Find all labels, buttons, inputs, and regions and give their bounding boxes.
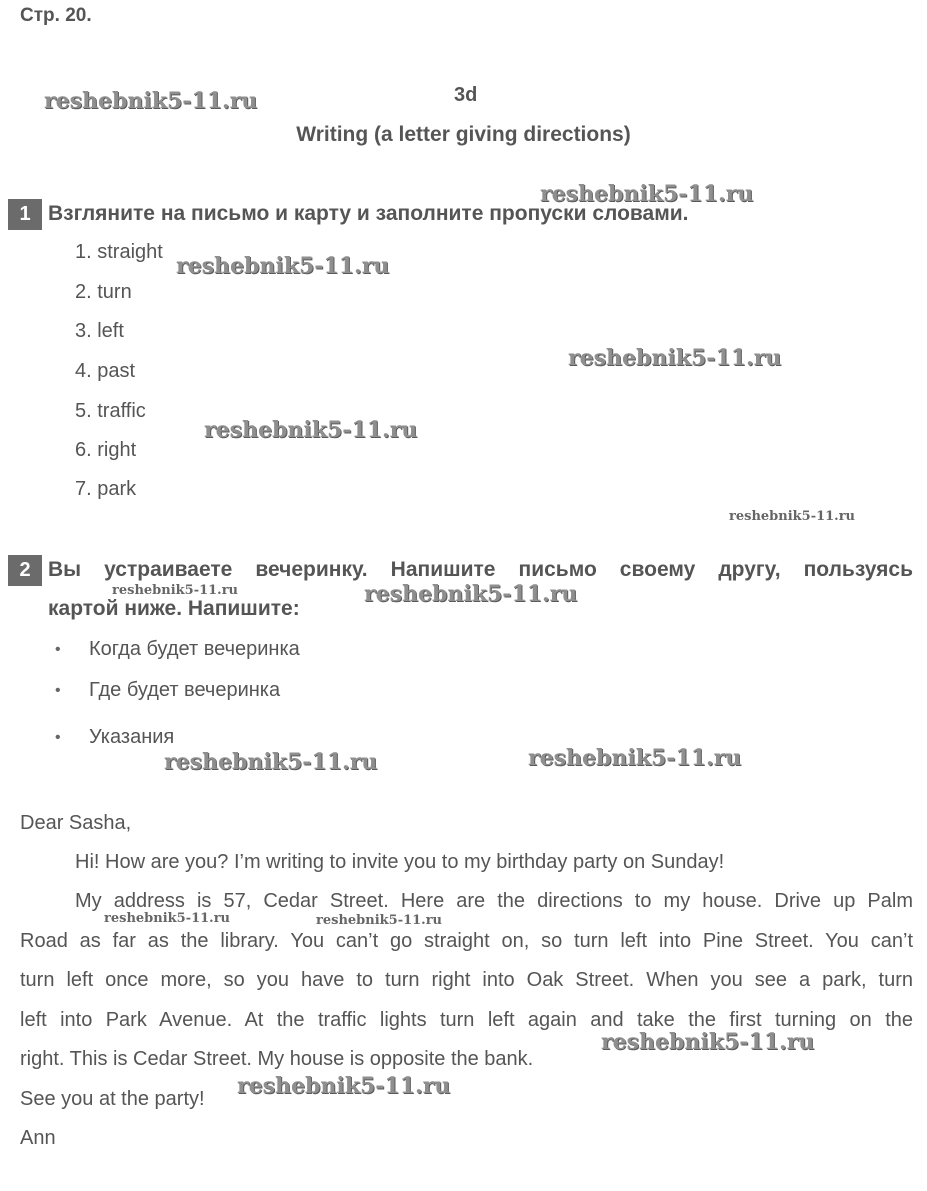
watermark: reshebnik5-11.ru — [44, 88, 258, 114]
watermark: reshebnik5-11.ru — [237, 1073, 451, 1099]
letter-line: My address is 57, Cedar Street. Here are the directions to my house. Drive up Palm — [75, 890, 913, 912]
letter-line: Road as far as the library. You can’t go straight on, so turn left into Pine Street. You can’t — [20, 930, 913, 952]
watermark: reshebnik5-11.ru — [601, 1029, 815, 1055]
letter-closing: See you at the party! — [20, 1088, 205, 1110]
bullet-item: Указания — [89, 726, 175, 748]
answer-item: 2. turn — [75, 281, 132, 303]
unit-code: 3d — [454, 84, 478, 106]
answer-item: 4. past — [75, 360, 136, 382]
bullet-item: Где будет вечеринка — [89, 679, 281, 701]
letter-line: left into Park Avenue. At the traffic lights turn left again and take the first turning on the — [20, 1009, 913, 1031]
section-title: Writing (a letter giving directions) — [296, 123, 631, 146]
exercise-1-instruction: Взгляните на письмо и карту и заполните пропуски словами. — [48, 202, 689, 225]
answer-item: 3. left — [75, 320, 124, 342]
exercise-2-instruction-line-1: Вы устраиваете вечеринку. Напишите письмо своему другу, пользуясь — [48, 558, 913, 581]
answer-item: 7. park — [75, 478, 137, 500]
bullet-item: Когда будет вечеринка — [89, 638, 300, 660]
exercise-2-instruction-line-2: картой ниже. Напишите: — [48, 597, 300, 620]
bullet-icon: • — [55, 682, 61, 699]
watermark: reshebnik5-11.ru — [729, 509, 856, 524]
answer-item: 1. straight — [75, 241, 163, 263]
watermark: reshebnik5-11.ru — [176, 253, 390, 279]
letter-line: right. This is Cedar Street. My house is opposite the bank. — [20, 1048, 534, 1070]
watermark: reshebnik5-11.ru — [568, 345, 782, 371]
letter-line: turn left once more, so you have to turn right into Oak Street. When you see a park, turn — [20, 969, 913, 991]
bullet-icon: • — [55, 641, 61, 658]
answer-item: 6. right — [75, 439, 137, 461]
watermark: reshebnik5-11.ru — [204, 417, 418, 443]
bullet-icon: • — [55, 729, 61, 746]
watermark: reshebnik5-11.ru — [104, 911, 231, 926]
watermark: reshebnik5-11.ru — [164, 749, 378, 775]
watermark: reshebnik5-11.ru — [540, 181, 754, 207]
answer-item: 5. traffic — [75, 400, 146, 422]
page-number: Стр. 20. — [20, 5, 92, 26]
watermark: reshebnik5-11.ru — [316, 913, 443, 928]
letter-line: Hi! How are you? I’m writing to invite you to my birthday party on Sunday! — [75, 851, 725, 873]
letter-greeting: Dear Sasha, — [20, 812, 132, 834]
letter-signature: Ann — [20, 1127, 56, 1149]
exercise-2-number: 2 — [8, 555, 42, 586]
watermark: reshebnik5-11.ru — [364, 581, 578, 607]
watermark: reshebnik5-11.ru — [528, 745, 742, 771]
exercise-1-number: 1 — [8, 199, 42, 230]
watermark: reshebnik5-11.ru — [112, 583, 239, 598]
